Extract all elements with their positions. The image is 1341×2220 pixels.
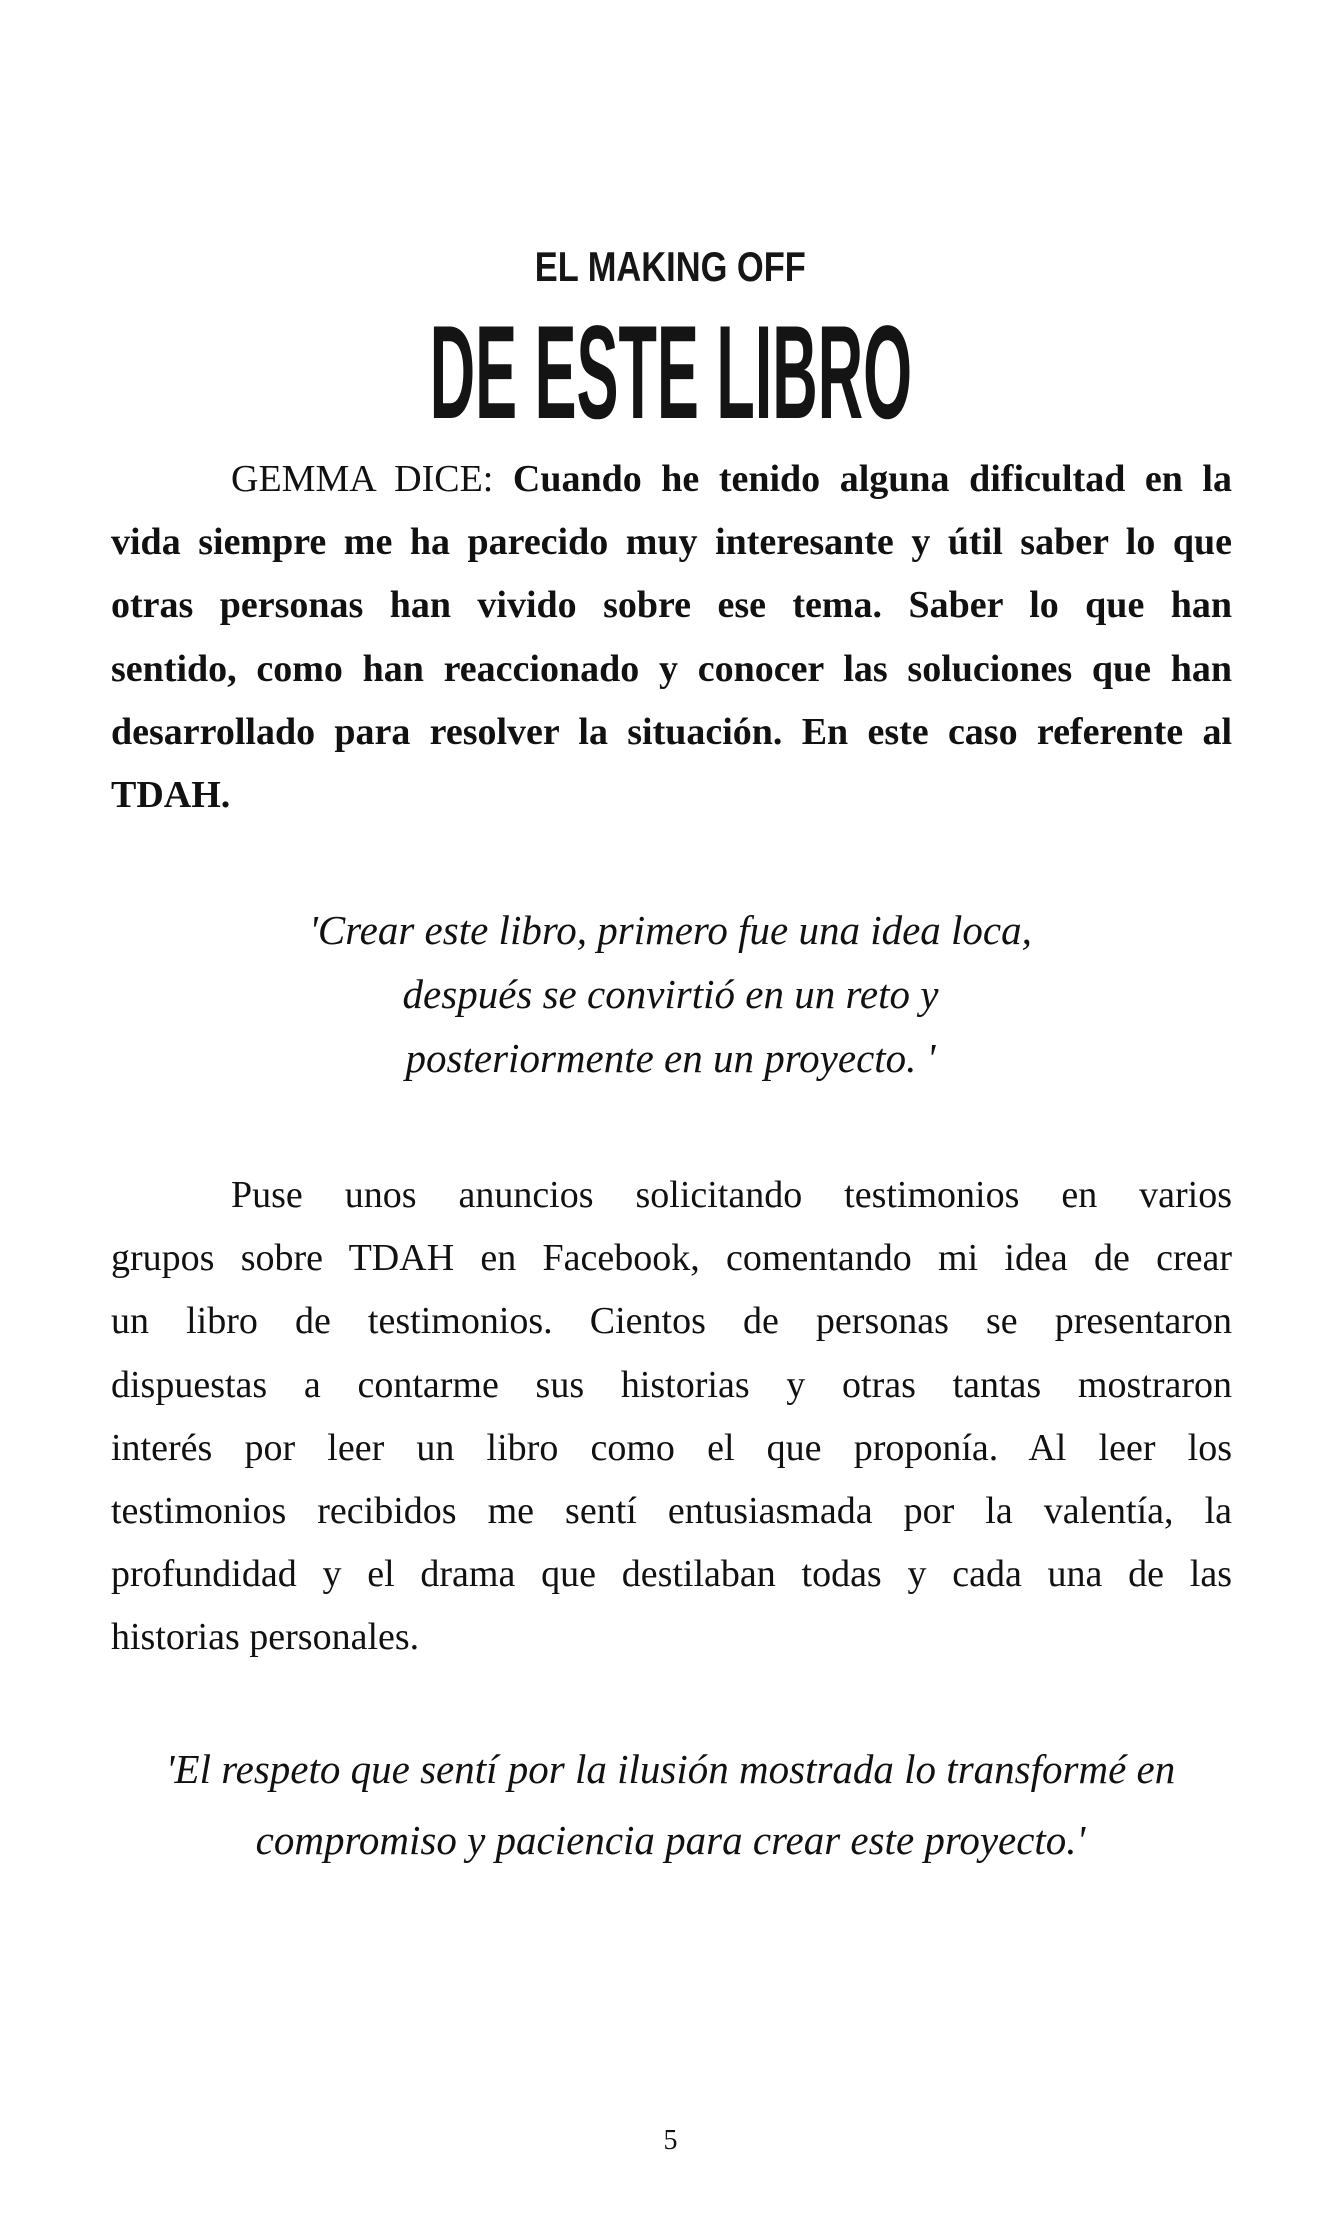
pull-quote-respeto — [0, 1734, 1341, 1876]
paragraph-line: grupos sobre TDAH en Facebook, comentando mi idea de crear — [111, 1237, 1232, 1280]
paragraph-line: TDAH. — [111, 773, 231, 816]
page-number: 5 — [663, 2125, 678, 2156]
quote-line: compromiso y paciencia para crear este proyecto.' — [255, 1817, 1086, 1863]
paragraph-line: historias personales. — [111, 1616, 420, 1659]
quote-line: después se convirtió en un reto y — [402, 971, 939, 1017]
paragraph-gemma — [111, 448, 1232, 827]
paragraph-line: otras personas han vivido sobre ese tema. Saber lo que han — [111, 584, 1232, 627]
paragraph-line: dispuestas a contarme sus historias y otras tantas mostraron — [111, 1363, 1232, 1406]
speaker-label: GEMMA DICE: — [231, 458, 494, 500]
paragraph-line: desarrollado para resolver la situación. En este caso referente al — [111, 710, 1232, 753]
section-kicker — [0, 243, 1341, 290]
pull-quote-idea — [0, 898, 1341, 1090]
paragraph-line: sentido, como han reaccionado y conocer las soluciones que han — [111, 647, 1232, 690]
paragraph-line: vida siempre me ha parecido muy interesante y útil saber lo que — [111, 521, 1232, 564]
paragraph-line — [111, 448, 1232, 511]
paragraph-line: Puse unos anuncios solicitando testimonios en varios — [231, 1174, 1232, 1216]
paragraph-line: profundidad y el drama que destilaban todas y cada una de las — [111, 1553, 1232, 1596]
chapter-title — [0, 299, 1341, 447]
section-kicker-text: EL MAKING OFF — [534, 243, 807, 290]
paragraph-line: testimonios recibidos me sentí entusiasmada por la valentía, la — [111, 1489, 1232, 1532]
paragraph-testimonios — [111, 1164, 1232, 1670]
paragraph-line-text: Cuando he tenido alguna dificultad en la — [512, 458, 1232, 500]
paragraph-line: interés por leer un libro como el que proponía. Al leer los — [111, 1426, 1232, 1469]
quote-line: 'Crear este libro, primero fue una idea loca, — [309, 907, 1032, 953]
chapter-title-text: DE ESTE LIBRO — [429, 299, 912, 447]
quote-line: posteriormente en un proyecto. ' — [405, 1035, 936, 1081]
paragraph-line: un libro de testimonios. Cientos de personas se presentaron — [111, 1300, 1232, 1343]
quote-line: 'El respeto que sentí por la ilusión mostrada lo transformé en — [165, 1746, 1176, 1792]
